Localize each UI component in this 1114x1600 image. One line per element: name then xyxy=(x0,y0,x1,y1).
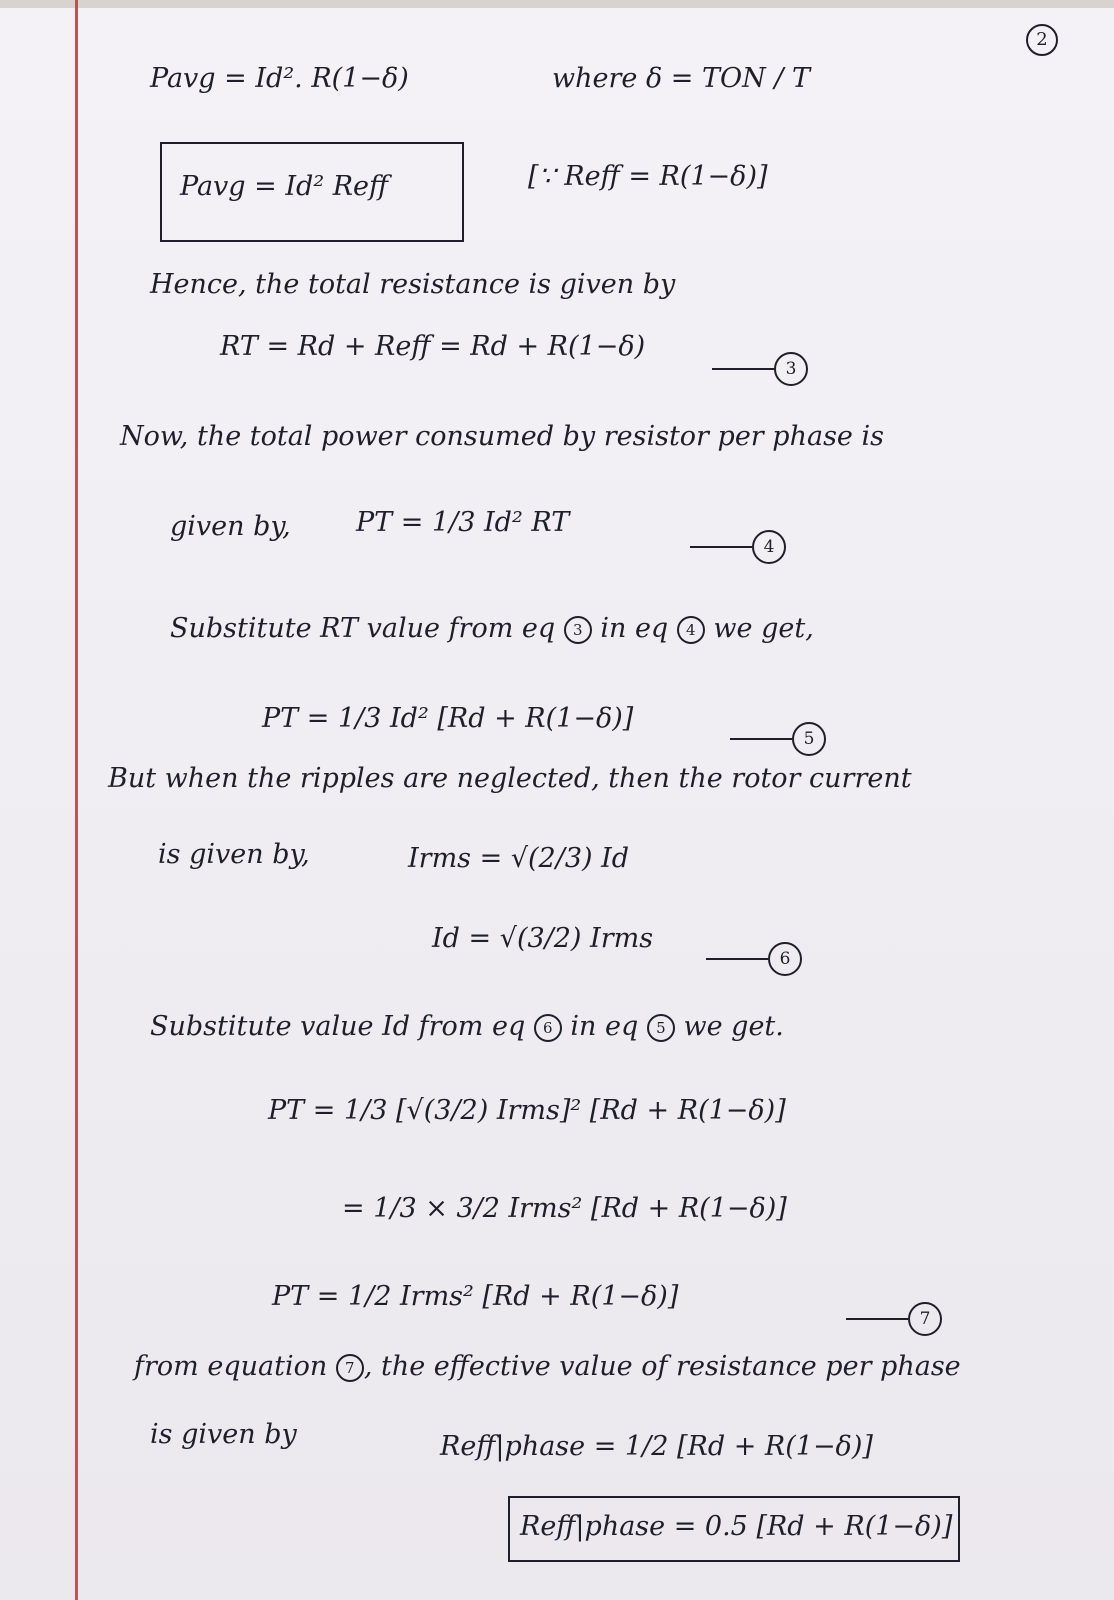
irms-equation: Irms = √(2/3) Id xyxy=(408,843,630,874)
total-resistance-text: Hence, the total resistance is given by xyxy=(150,269,676,300)
eq-tag-4: 4 xyxy=(690,530,786,564)
effective-value-text: from equation 7 , the effective value of resistance per phase xyxy=(134,1351,961,1382)
is-given-by-label: is given by, xyxy=(158,839,310,870)
substitute-id-text: Substitute value Id from eq 6 in eq 5 we get. xyxy=(150,1011,784,1042)
ref-eq-4: 4 xyxy=(677,616,705,644)
pavg-equation: Pavg = Id². R(1−δ) xyxy=(150,63,409,94)
id-equation: Id = √(3/2) Irms xyxy=(432,923,654,954)
pt-final-equation: PT = 1/2 Irms² [Rd + R(1−δ)] xyxy=(272,1281,679,1312)
delta-definition: where δ = TON / T xyxy=(552,63,811,94)
reff-definition: [∵ Reff = R(1−δ)] xyxy=(528,161,768,192)
reff-phase-equation: Reff|phase = 1/2 [Rd + R(1−δ)] xyxy=(440,1431,873,1462)
final-result: Reff|phase = 0.5 [Rd + R(1−δ)] xyxy=(520,1511,953,1542)
pt-equation: PT = 1/3 Id² RT xyxy=(356,507,570,538)
margin-line xyxy=(75,0,78,1600)
is-given-by-label-2: is given by xyxy=(150,1419,297,1450)
ref-eq-5: 5 xyxy=(647,1014,675,1042)
ripples-text: But when the ripples are neglected, then the rotor current xyxy=(108,763,912,794)
ref-eq-3: 3 xyxy=(564,616,592,644)
rt-equation: RT = Rd + Reff = Rd + R(1−δ) xyxy=(220,331,646,362)
pt-substituted-equation: PT = 1/3 Id² [Rd + R(1−δ)] xyxy=(262,703,634,734)
ref-eq-6: 6 xyxy=(534,1014,562,1042)
substitute-rt-text: Substitute RT value from eq 3 in eq 4 we get, xyxy=(170,613,814,644)
eq-tag-5: 5 xyxy=(730,722,826,756)
eq-tag-3: 3 xyxy=(712,352,808,386)
eq-tag-6: 6 xyxy=(706,942,802,976)
pt-squared-equation: PT = 1/3 [√(3/2) Irms]² [Rd + R(1−δ)] xyxy=(268,1095,786,1126)
pavg-reff-equation: Pavg = Id² Reff xyxy=(180,171,389,202)
eq-tag-7: 7 xyxy=(846,1302,942,1336)
total-power-text: Now, the total power consumed by resistor per phase is xyxy=(120,421,884,452)
pt-simplified-equation: = 1/3 × 3/2 Irms² [Rd + R(1−δ)] xyxy=(342,1193,787,1224)
given-by-label: given by, xyxy=(170,511,291,542)
page-top-edge xyxy=(0,0,1114,8)
page-number: 2 xyxy=(1026,24,1058,56)
ref-eq-7: 7 xyxy=(336,1354,364,1382)
